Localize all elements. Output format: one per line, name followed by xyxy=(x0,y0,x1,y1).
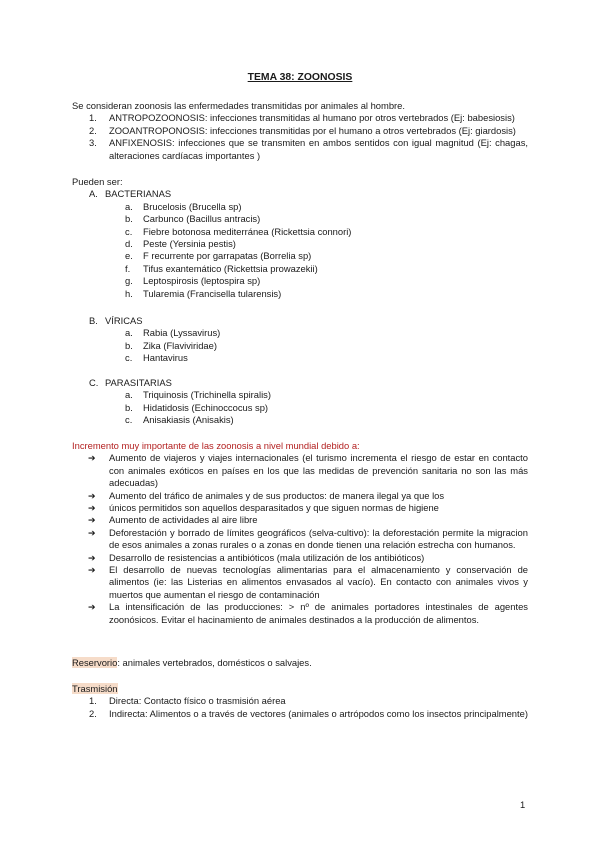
reservorio-label: Reservorio xyxy=(72,657,118,668)
parasitarias-block xyxy=(72,377,528,427)
list-item: b. Zika (Flaviviridae) xyxy=(125,339,217,351)
trasmision-heading: Trasmisión xyxy=(72,683,118,694)
list-item: b. Carbunco (Bacillus antracis) xyxy=(125,213,261,225)
arrow-icon: ➔ xyxy=(88,515,96,526)
arrow-icon: ➔ xyxy=(88,527,96,538)
trasmision-item: 2. Indirecta: Alimentos o a través de vectores (animales o artrópodos como los insectos principalmente) xyxy=(89,707,528,719)
reason-item: ➔ Deforestación y borrado de límites geográficos (selva-cultivo): la deforestación permite la migracion de esos animales a zonas rurales o a zonas en donde tienen una relación estrecha con humanos. xyxy=(88,526,528,551)
document-title: TEMA 38: ZOONOSIS xyxy=(247,72,353,83)
list-item: a. Brucelosis (Brucella sp) xyxy=(125,200,242,212)
intro-block xyxy=(72,100,528,162)
section-heading xyxy=(72,188,528,200)
list-item: h. Tularemia (Francisella tularensis) xyxy=(125,287,282,299)
increment-heading: Incremento muy importante de las zoonosis a nivel mundial debido a: xyxy=(72,440,360,451)
type-item xyxy=(72,137,528,162)
trasmision-item: 1. Directa: Contacto físico o trasmisión aérea xyxy=(89,695,286,707)
trasmision-block xyxy=(72,683,528,720)
list-item: e. F recurrente por garrapatas (Borrelia sp) xyxy=(125,250,312,262)
list-item: f. Tifus exantemático (Rickettsia prowazekii) xyxy=(125,262,318,274)
list-item: c. Hantavirus xyxy=(125,352,188,364)
reason-item: ➔ únicos permitidos son aquellos desparasitados y que siguen normas de higiene xyxy=(88,502,439,514)
type-number: 1. xyxy=(89,112,97,124)
reason-item: ➔ Desarrollo de resistencias a antibióticos (mala utilización de los antibióticos) xyxy=(88,551,425,563)
section-title: PARASITARIAS xyxy=(105,377,172,388)
section-title: BACTERIANAS xyxy=(105,188,172,200)
list-item: a. Rabia (Lyssavirus) xyxy=(125,327,221,339)
arrow-icon: ➔ xyxy=(88,490,96,501)
reason-item: ➔ Aumento de actividades al aire libre xyxy=(88,514,258,526)
type-number: 2. xyxy=(89,124,97,136)
list-item: g. Leptospirosis (leptospira sp) xyxy=(125,275,261,287)
section-title: VÍRICAS xyxy=(105,315,143,326)
viricas-block xyxy=(72,315,528,365)
reservorio-text: : animales vertebrados, domésticos o salvajes. xyxy=(117,657,312,668)
pueden-ser-label: Pueden ser: xyxy=(72,176,123,187)
arrow-icon: ➔ xyxy=(88,602,96,613)
arrow-icon: ➔ xyxy=(88,565,96,576)
classification-block xyxy=(72,176,528,300)
reason-item: ➔ El desarrollo de nuevas tecnologías alimentarias para el almacenamiento y conservación de alimentos (ie: las Listerias en alimentos envasados al vacío). En contacto con animales vivos y muertos que aumentan el riesgo de contaminación xyxy=(88,564,528,600)
section-letter: C. xyxy=(89,377,99,388)
type-item xyxy=(72,112,528,124)
type-text: ZOOANTROPONOSIS: infecciones transmitidas por el humano a otros vertebrados (Ej: giardosis) xyxy=(109,124,516,136)
section-letter: A. xyxy=(89,188,98,200)
page-number: 1 xyxy=(520,799,526,810)
type-number: 3. xyxy=(89,137,97,149)
type-text: ANTROPOZOONOSIS: infecciones transmitidas al humano por otros vertebrados (Ej: babesiosis) xyxy=(109,112,515,124)
list-item: c. Anisakiasis (Anisakis) xyxy=(125,414,234,426)
intro-text: Se consideran zoonosis las enfermedades transmitidas por animales al hombre. xyxy=(72,100,405,111)
section-letter: B. xyxy=(89,315,98,326)
list-item: b. Hidatidosis (Echinoccocus sp) xyxy=(125,401,269,413)
type-text: ANFIXENOSIS: infecciones que se transmiten en ambos sentidos con igual magnitud (Ej: chagas, alteraciones cardíacas importantes ) xyxy=(109,137,528,161)
list-item: c. Fiebre botonosa mediterránea (Rickettsia connori) xyxy=(125,225,352,237)
list-item: d. Peste (Yersinia pestis) xyxy=(125,238,236,250)
arrow-icon: ➔ xyxy=(88,552,96,563)
reservorio-block xyxy=(72,657,528,669)
section-heading xyxy=(72,315,528,327)
arrow-icon: ➔ xyxy=(88,503,96,514)
type-item xyxy=(72,125,528,137)
arrow-icon: ➔ xyxy=(88,453,96,464)
reason-item: ➔ Aumento del tráfico de animales y de sus productos: de manera ilegal ya que los xyxy=(88,489,445,501)
reason-item: ➔ Aumento de viajeros y viajes internacionales (el turismo incrementa el riesgo de estar en contacto con animales exóticos en países en los que las medidas de prevención sanitaria no son las más adecuadas) xyxy=(88,452,528,489)
list-item: a. Triquinosis (Trichinella spiralis) xyxy=(125,389,271,401)
section-heading xyxy=(72,377,528,389)
reason-item: ➔ La intensificación de las producciones: > nº de animales portadores intestinales de agentes zoonósicos. Evitar el hacinamiento de animales destinados a la producción de alimentos. xyxy=(88,601,528,625)
increment-block xyxy=(72,440,528,626)
